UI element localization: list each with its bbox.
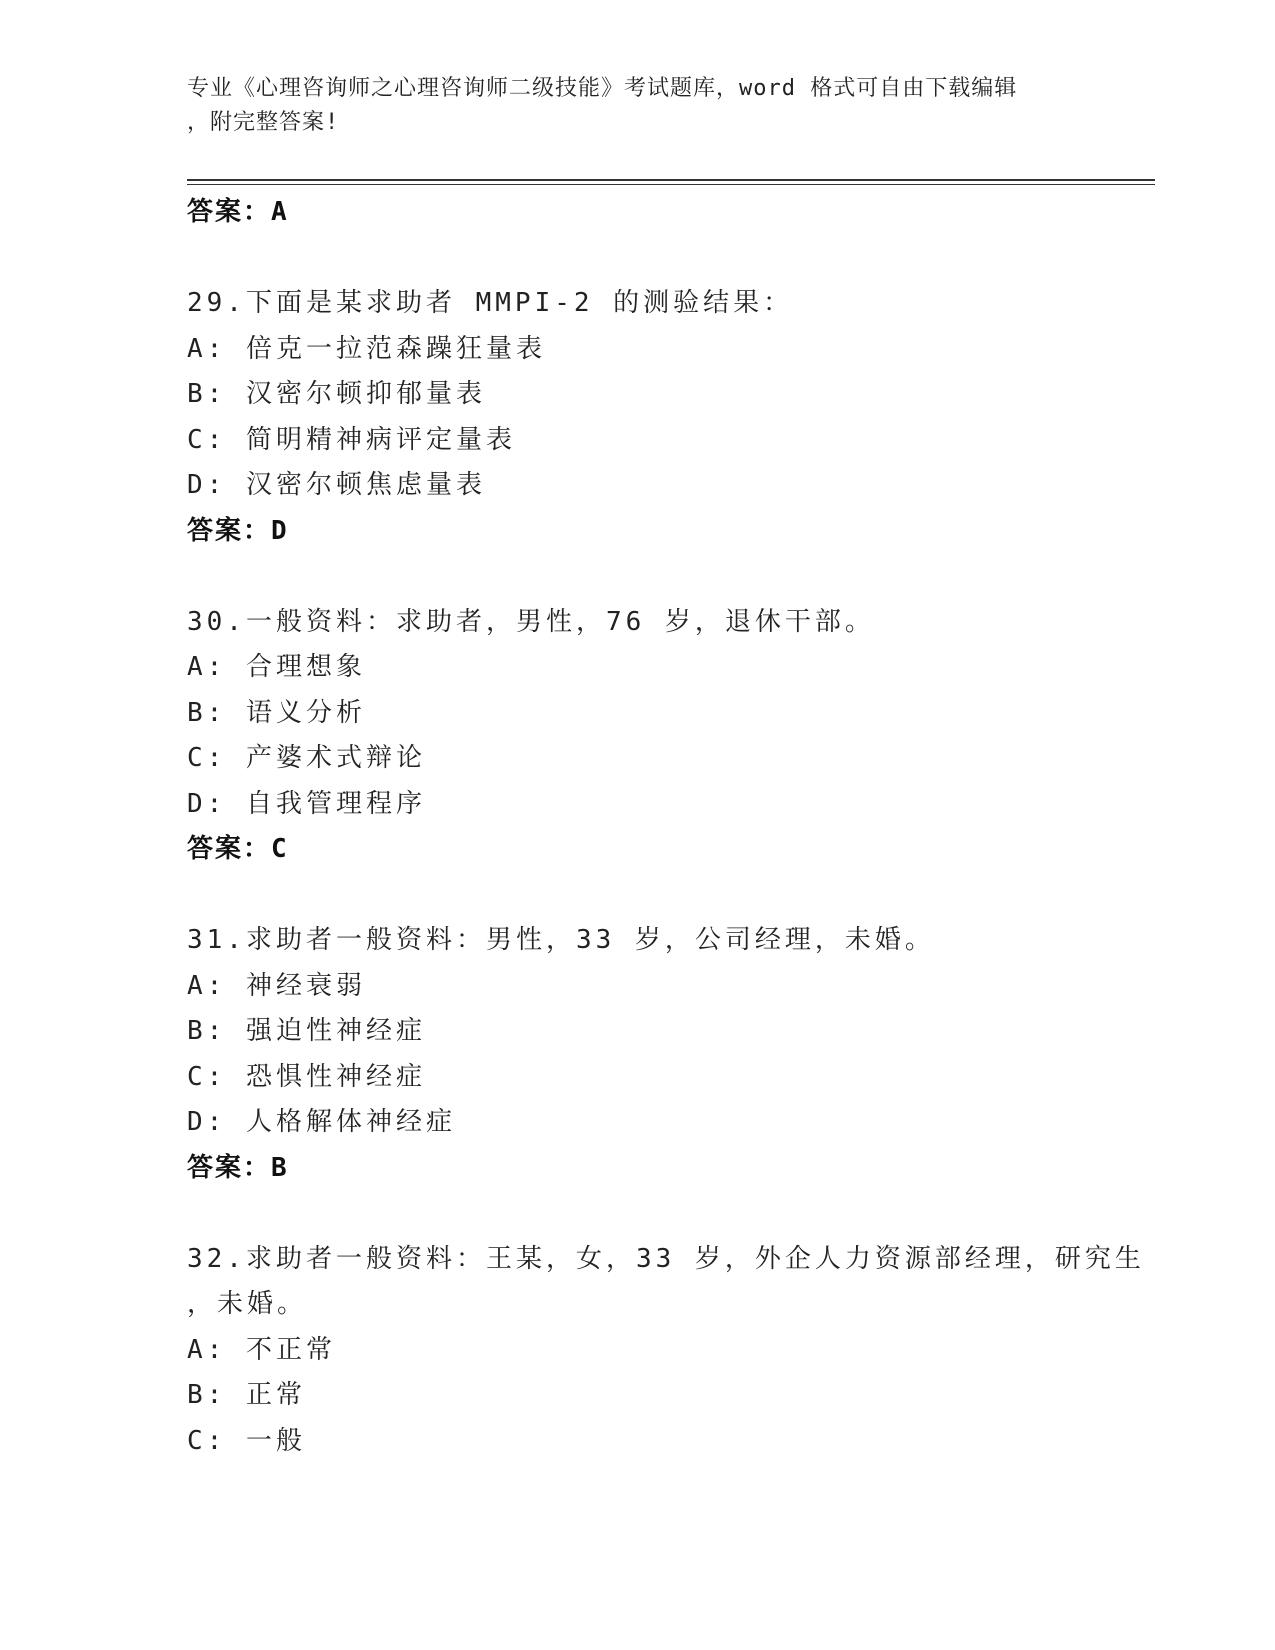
option-d: D: 自我管理程序	[187, 788, 426, 819]
option-a: A: 神经衰弱	[187, 970, 366, 1001]
option-b: B: 强迫性神经症	[187, 1016, 426, 1046]
question-text-continued: ，未婚。	[187, 1289, 308, 1319]
question-text: 30.一般资料：求助者，男性，76 岁，退休干部。	[187, 606, 875, 637]
question-29	[187, 281, 1147, 554]
question-30	[187, 600, 1147, 873]
document-body	[187, 190, 1147, 1464]
option-d: D: 人格解体神经症	[187, 1107, 456, 1137]
option-b: B: 语义分析	[187, 697, 366, 728]
header-divider-bottom	[187, 184, 1155, 185]
answer-line: 答案：D	[187, 515, 289, 546]
header-divider-top	[187, 179, 1155, 181]
document-header	[187, 72, 1087, 140]
option-c: C: 简明精神病评定量表	[187, 424, 516, 455]
option-d: D: 汉密尔顿焦虑量表	[187, 470, 486, 500]
option-c: C: 恐惧性神经症	[187, 1061, 426, 1092]
spacer	[187, 873, 1147, 919]
option-a: A: 合理想象	[187, 652, 366, 682]
option-c: C: 产婆术式辩论	[187, 743, 426, 773]
spacer	[187, 236, 1147, 282]
spacer	[187, 554, 1147, 600]
option-b: B: 汉密尔顿抑郁量表	[187, 379, 486, 409]
answer-line: 答案：C	[187, 834, 289, 864]
question-32	[187, 1237, 1147, 1465]
option-c: C: 一般	[187, 1425, 306, 1456]
spacer	[187, 1191, 1147, 1237]
header-line-2: ，附完整答案!	[187, 110, 340, 135]
question-text: 32.求助者一般资料：王某，女，33 岁，外企人力资源部经理，研究生	[187, 1243, 1145, 1274]
question-31	[187, 918, 1147, 1191]
answer-line: 答案：B	[187, 1152, 289, 1183]
option-b: B: 正常	[187, 1380, 306, 1410]
option-a: A: 倍克一拉范森躁狂量表	[187, 333, 546, 364]
question-text: 29.下面是某求助者 MMPI-2 的测验结果：	[187, 288, 794, 318]
option-a: A: 不正常	[187, 1334, 336, 1365]
question-text: 31.求助者一般资料：男性，33 岁，公司经理，未婚。	[187, 925, 935, 955]
answer-line: 答案：A	[187, 197, 289, 227]
header-line-1: 专业《心理咨询师之心理咨询师二级技能》考试题库，word 格式可自由下载编辑	[187, 76, 1018, 101]
